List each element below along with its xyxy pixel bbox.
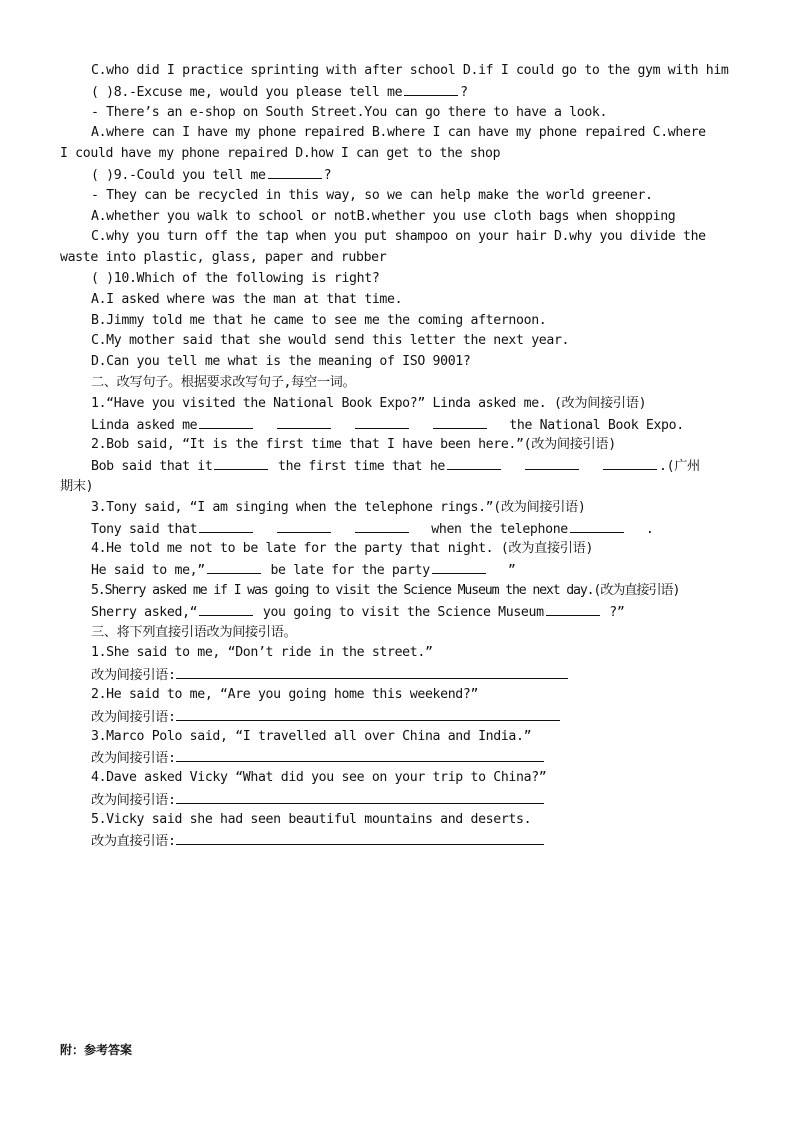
answer-line[interactable] [176, 706, 560, 721]
s2-a2-cont: 期末) [60, 478, 94, 494]
s3-q1: 1.She said to me, “Don’t ride in the street.” [91, 645, 433, 661]
q10-option-d: D.Can you tell me what is the meaning of ISO 9001? [91, 354, 471, 370]
q10-stem: ( )10.Which of the following is right? [91, 270, 380, 286]
answer-blank[interactable] [603, 456, 657, 470]
answer-line[interactable] [176, 664, 568, 679]
s2-q5: 5.Sherry asked me if I was going to visit the Science Museum the next day.(改为直接引语) [91, 582, 680, 598]
q9-options-line2: C.why you turn off the tap when you put shampoo on your hair D.why you divide the [91, 229, 706, 245]
s3-q2: 2.He said to me, “Are you going home this weekend?” [91, 686, 479, 702]
s3-a3: 改为间接引语: [60, 747, 736, 768]
s2-q2: 2.Bob said, “It is the first time that I have been here.”(改为间接引语) [91, 437, 616, 453]
s2-q1: 1.“Have you visited the National Book Expo?” Linda asked me. (改为间接引语) [91, 395, 647, 411]
answer-blank[interactable] [355, 415, 409, 429]
answer-blank[interactable] [207, 560, 261, 574]
s2-q4: 4.He told me not to be late for the party that night. (改为直接引语) [91, 541, 594, 557]
s3-a4: 改为间接引语: [60, 789, 736, 810]
s3-q5: 5.Vicky said she had seen beautiful mountains and deserts. [91, 811, 532, 827]
answer-blank[interactable] [214, 456, 268, 470]
answer-blank[interactable] [525, 456, 579, 470]
section3-heading: 三、将下列直接引语改为间接引语。 [91, 624, 297, 640]
answer-blank[interactable] [447, 456, 501, 470]
answer-blank[interactable] [199, 519, 253, 533]
q8-options-line1: A.where can I have my phone repaired B.where I can have my phone repaired C.where [91, 125, 706, 141]
s3-a2: 改为间接引语: [60, 706, 736, 727]
answer-line[interactable] [176, 830, 544, 845]
s2-a3: Tony said that when the telephone . [60, 519, 736, 540]
s2-a2: Bob said that it the first time that he .(广州 [60, 456, 736, 477]
section2-heading: 二、改写句子。根据要求改写句子,每空一词。 [91, 374, 356, 390]
answer-blank[interactable] [433, 415, 487, 429]
s2-a4: He said to me,” be late for the party ” [60, 560, 736, 581]
answer-blank[interactable] [432, 560, 486, 574]
q10-option-a: A.I asked where was the man at that time. [91, 291, 403, 307]
q9-reply: - They can be recycled in this way, so we can help make the world greener. [91, 187, 653, 203]
q7-options-line: C.who did I practice sprinting with after school D.if I could go to the gym with him [91, 63, 729, 78]
s3-q3: 3.Marco Polo said, “I travelled all over China and India.” [91, 728, 532, 744]
q8-reply: - There’s an e-shop on South Street.You can go there to have a look. [91, 104, 608, 120]
s3-a5: 改为直接引语: [60, 830, 736, 851]
worksheet-body [60, 61, 736, 851]
answer-blank[interactable] [199, 602, 253, 616]
answer-blank[interactable] [268, 165, 322, 179]
q9-options-line3: waste into plastic, glass, paper and rubber [60, 250, 387, 266]
answer-blank[interactable] [570, 519, 624, 533]
s2-q3: 3.Tony said, “I am singing when the telephone rings.”(改为间接引语) [91, 499, 586, 515]
q10-option-c: C.My mother said that she would send this letter the next year. [91, 333, 570, 349]
answer-blank[interactable] [277, 415, 331, 429]
s3-q4: 4.Dave asked Vicky “What did you see on your trip to China?” [91, 770, 547, 786]
answer-blank[interactable] [277, 519, 331, 533]
q8-stem: ( )8.-Excuse me, would you please tell me ? [60, 82, 736, 103]
s2-a1: Linda asked me the National Book Expo. [60, 415, 736, 436]
s2-a5: Sherry asked,“ you going to visit the Science Museum ?” [60, 602, 736, 623]
s3-a1: 改为间接引语: [60, 664, 736, 685]
q8-options-line2: I could have my phone repaired D.how I can get to the shop [60, 146, 501, 162]
answer-blank[interactable] [404, 82, 458, 96]
q9-options-line1: A.whether you walk to school or notB.whether you use cloth bags when shopping [91, 208, 676, 224]
answer-line[interactable] [176, 789, 544, 804]
answer-key-label: 附：参考答案 [60, 1043, 133, 1057]
answer-blank[interactable] [355, 519, 409, 533]
q10-option-b: B.Jimmy told me that he came to see me the coming afternoon. [91, 312, 547, 328]
answer-blank[interactable] [546, 602, 600, 616]
answer-blank[interactable] [199, 415, 253, 429]
answer-line[interactable] [176, 747, 544, 762]
q9-stem: ( )9.-Could you tell me ? [60, 165, 736, 186]
